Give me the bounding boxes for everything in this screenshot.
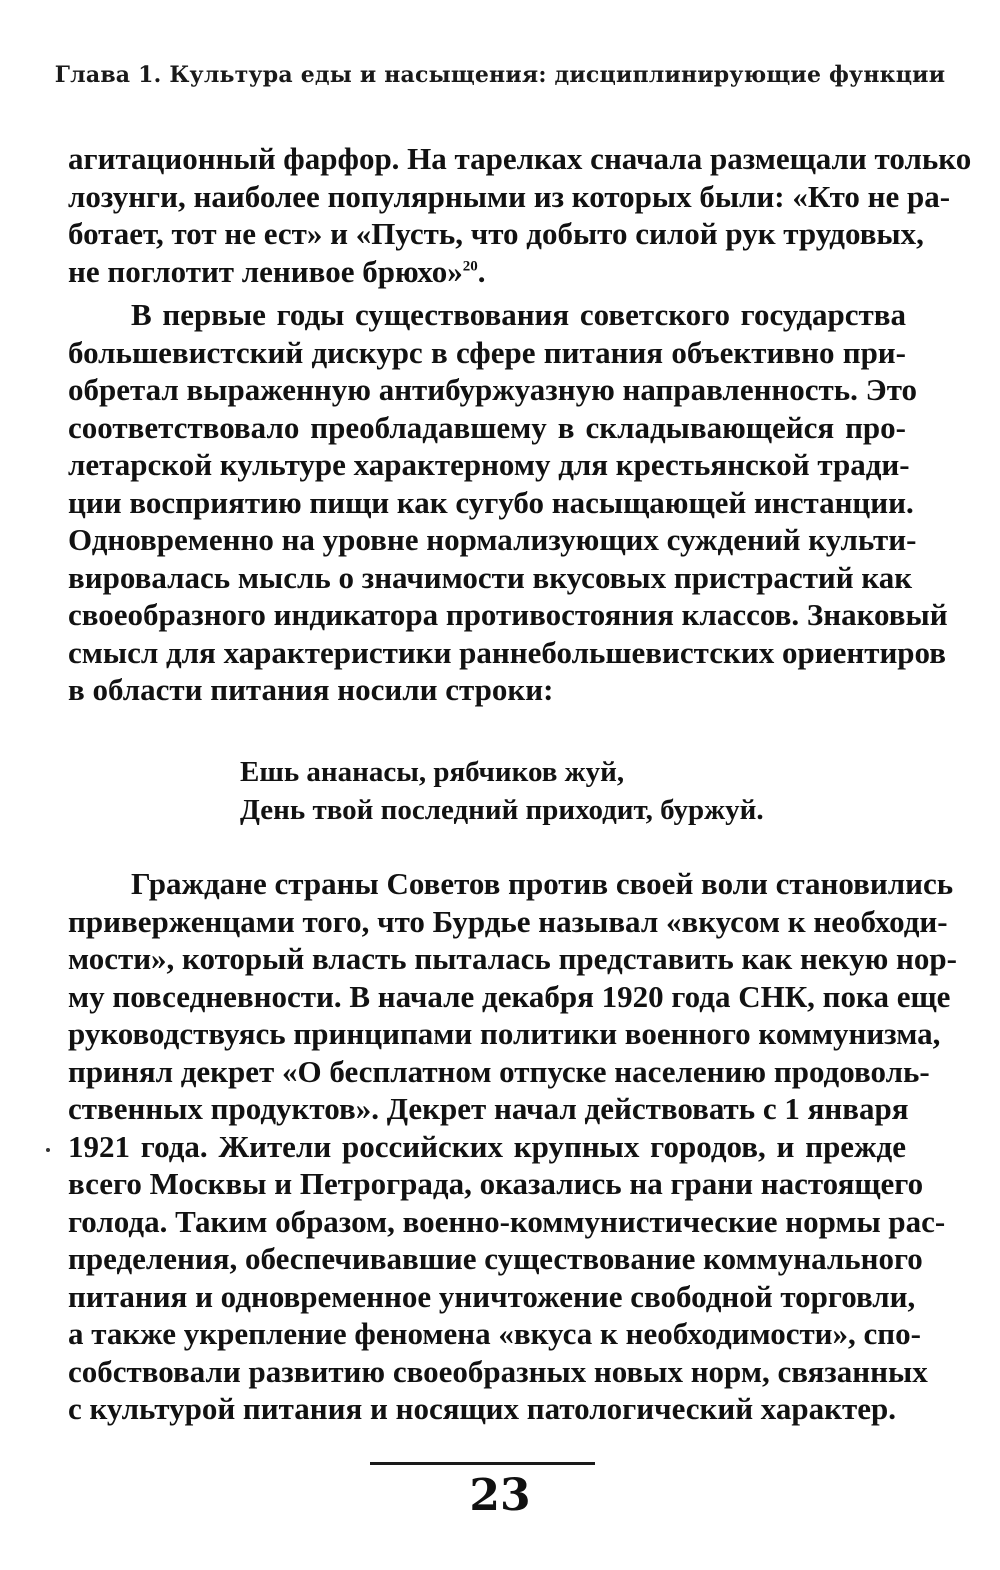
paragraph-1: [68, 140, 972, 290]
text-line: летарской культуре характерному для крестьянской тради-: [68, 447, 910, 482]
verse-line: Ешь ананасы, рябчиков жуй,: [240, 756, 625, 788]
text-line: Одновременно на уровне нормализующих суждений культи-: [68, 522, 917, 557]
text-line: ции восприятию пищи как сугубо насыщающей инстанции.: [68, 484, 914, 520]
text-line: 1921 года. Жители российских крупных городов, и прежде: [68, 1128, 906, 1164]
text-line: своеобразного индикатора противостояния классов. Знаковый: [68, 597, 948, 632]
text-line: всего Москвы и Петрограда, оказались на грани настоящего: [68, 1166, 924, 1201]
running-head: Глава 1. Культура еды и насыщения: дисциплинирующие функции: [54, 62, 946, 88]
text-line: соответствовало преобладавшему в складывающейся про-: [68, 409, 906, 445]
text-line: агитационный фарфор. На тарелках сначала размещали только: [68, 141, 972, 176]
text-line: приверженцами того, что Бурдье называл «вкусом к необходи-: [68, 903, 948, 939]
text-line: руководствуясь принципами политики военного коммунизма,: [68, 1016, 941, 1051]
text-line: [68, 253, 906, 291]
text-line: пределения, обеспечивавшие существование коммунального: [68, 1241, 923, 1276]
text-line: питания и одновременное уничтожение свободной торговли,: [68, 1278, 916, 1314]
text-line: смысл для характеристики раннебольшевистских ориентиров: [68, 634, 947, 670]
text-line: а также укрепление феномена «вкуса к необходимости», спо-: [68, 1316, 921, 1351]
margin-mark: [46, 1148, 50, 1152]
text-line: В первые годы существования советского государства: [131, 297, 906, 332]
text-line: лозунги, наиболее популярными из которых были: «Кто не ра-: [68, 178, 951, 214]
page-number: 23: [469, 1470, 531, 1521]
text-line: большевистский дискурс в сфере питания объективно при-: [68, 334, 906, 370]
text-line: ботает, тот не ест» и «Пусть, что добыто силой рук трудовых,: [68, 216, 924, 251]
footnote-reference[interactable]: 20: [462, 258, 478, 275]
text-line: собствовали развитию своеобразных новых норм, связанных: [68, 1353, 928, 1389]
text-line-content: не поглотит ленивое брюхо»: [68, 253, 463, 289]
footer-rule: [370, 1462, 595, 1465]
text-line: с культурой питания и носящих патологический характер.: [68, 1391, 896, 1426]
text-line: в области питания носили строки:: [68, 672, 554, 707]
text-line: Граждане страны Советов против своей воли становились: [131, 866, 954, 901]
text-line: му повседневности. В начале декабря 1920 года СНК, пока еще: [68, 978, 951, 1014]
text-line: ственных продуктов». Декрет начал действовать с 1 января: [68, 1091, 909, 1126]
text-line: мости», который власть пыталась представить как некую нор-: [68, 941, 957, 976]
text-line: принял декрет «О бесплатном отпуске населению продоволь-: [68, 1053, 930, 1089]
text-line: голода. Таким образом, военно-коммунистические нормы рас-: [68, 1203, 946, 1239]
text-line: вировалась мысль о значимости вкусовых пристрастий как: [68, 559, 913, 595]
sentence-end: .: [477, 253, 486, 289]
paragraph-2: [68, 296, 948, 709]
paragraph-3: [68, 865, 957, 1428]
verse-quote: [240, 754, 764, 829]
text-line: обретал выраженную антибуржуазную направленность. Это: [68, 372, 918, 407]
verse-line: День твой последний приходит, буржуй.: [240, 793, 764, 826]
